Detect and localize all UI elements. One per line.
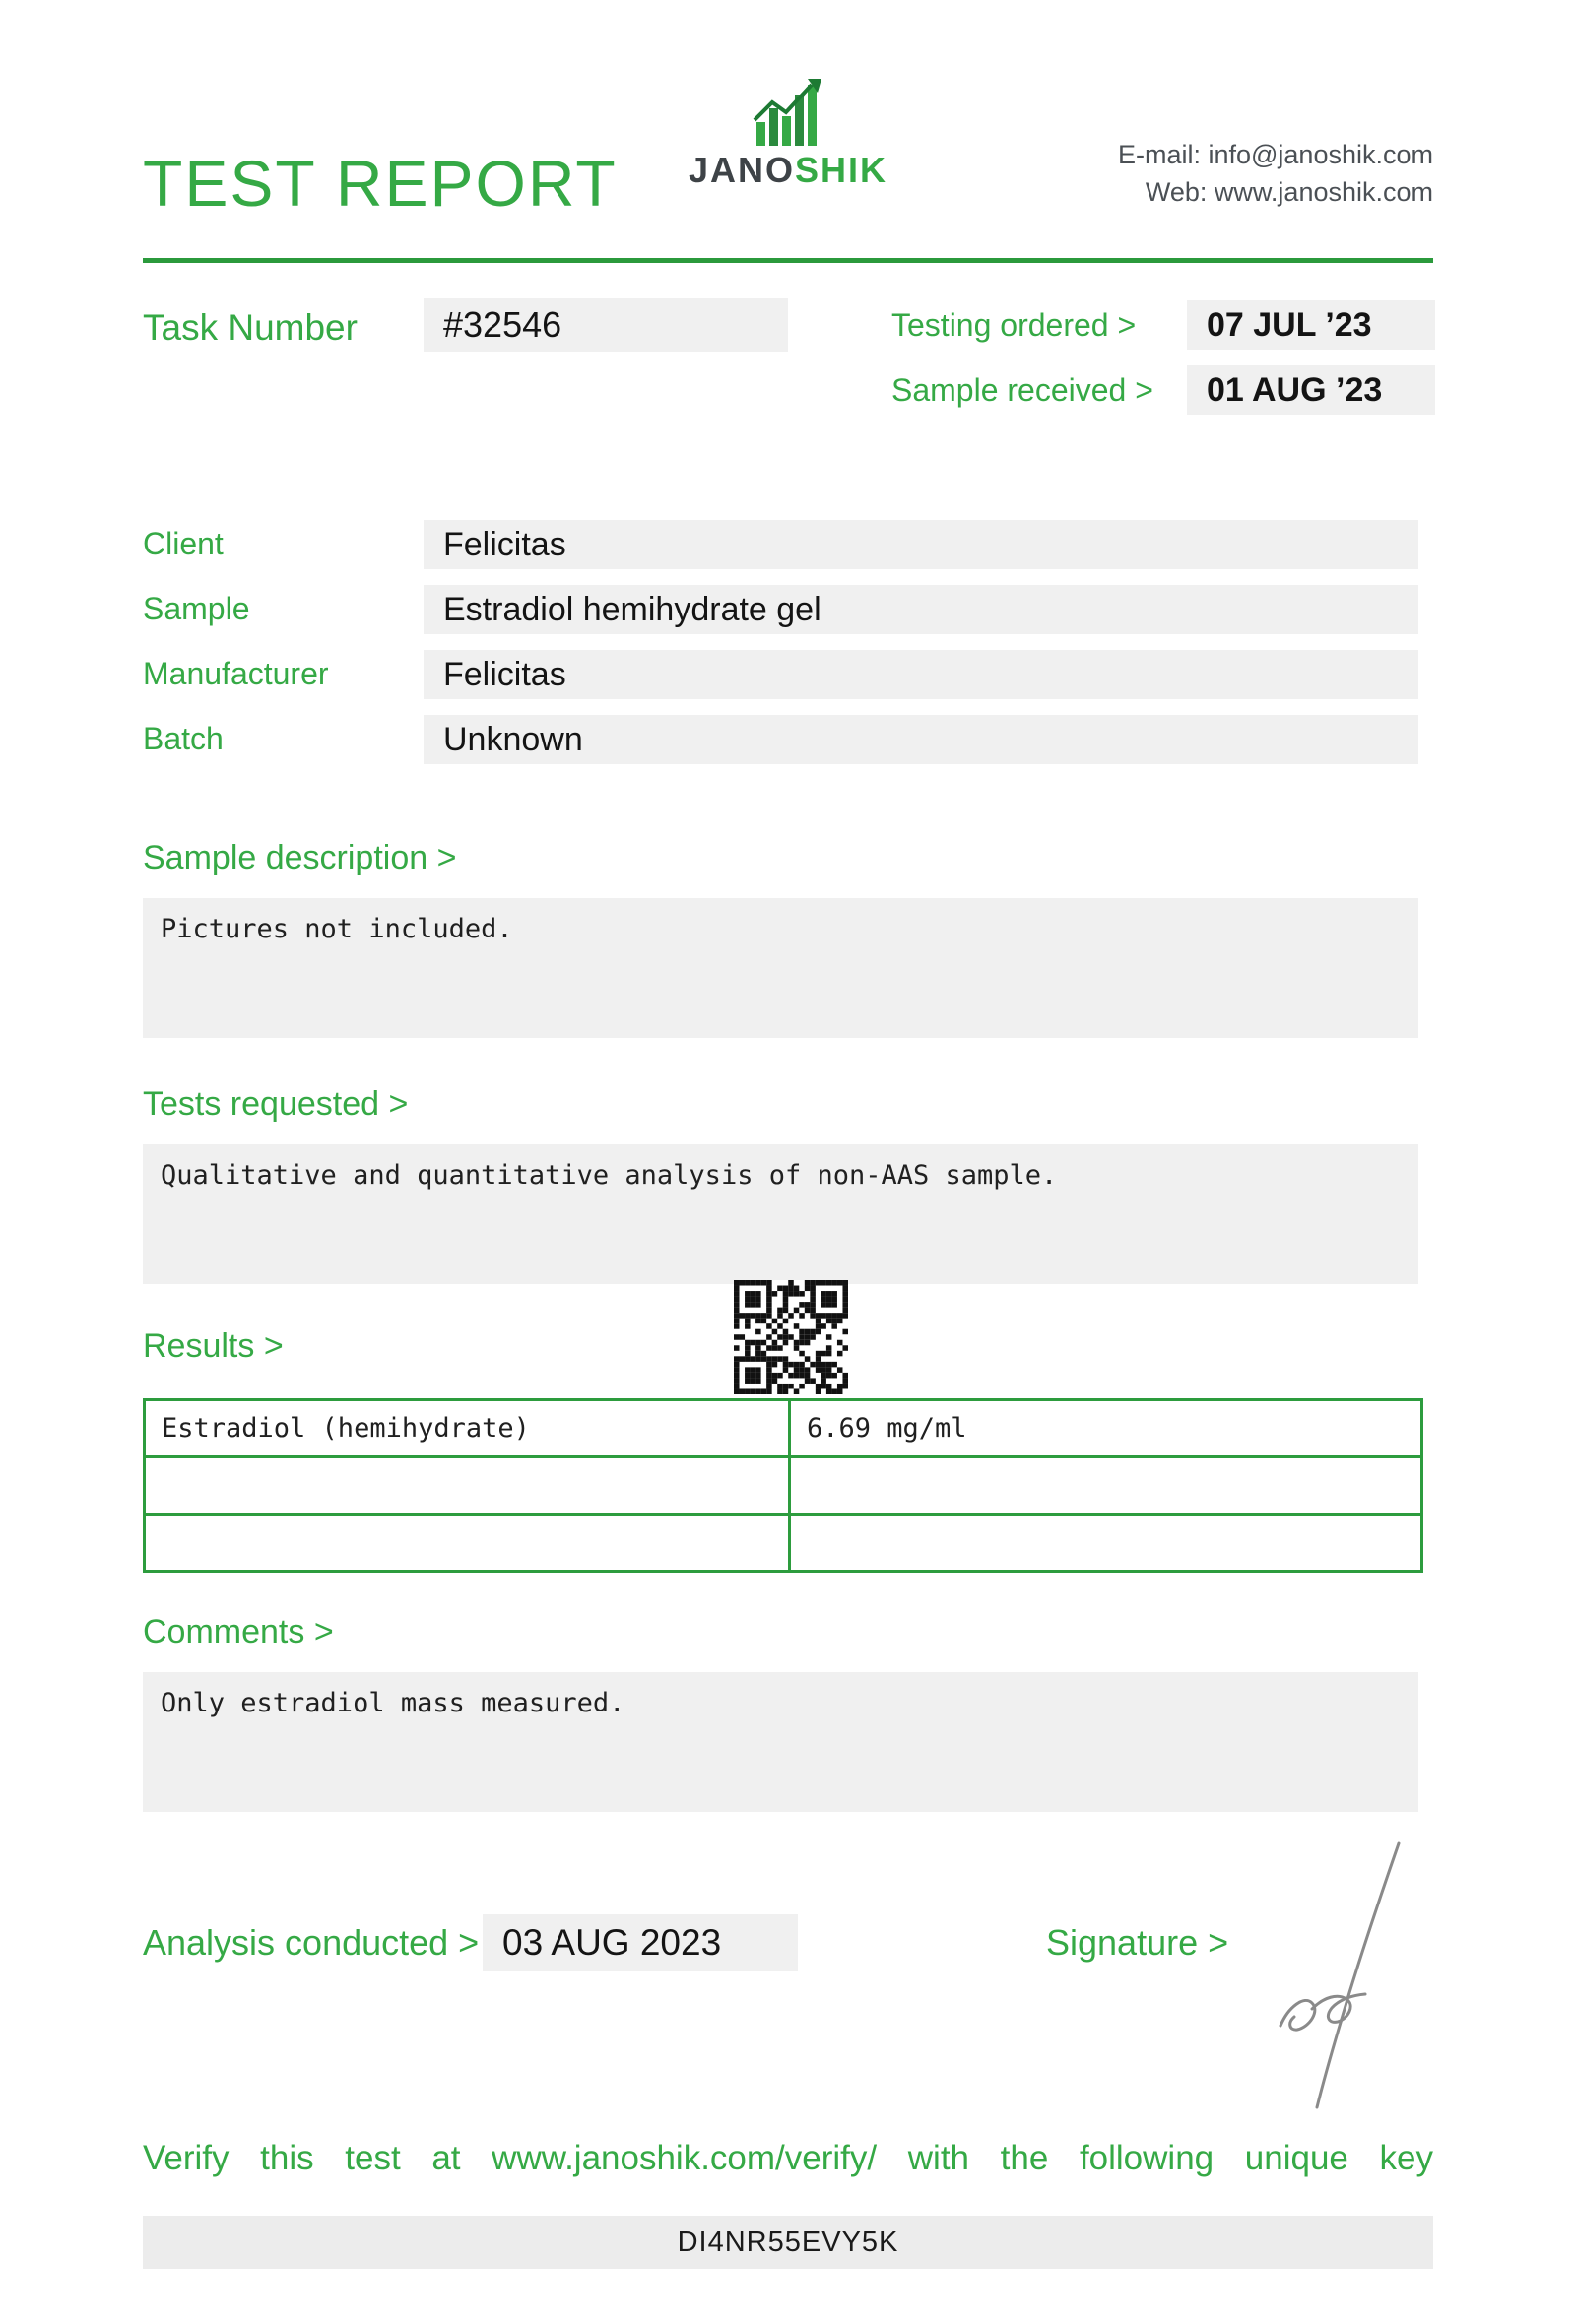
detail-value-manufacturer: Felicitas bbox=[424, 650, 1418, 699]
results-table bbox=[143, 1398, 1423, 1573]
result-name-cell bbox=[145, 1515, 790, 1572]
result-value-cell bbox=[790, 1457, 1422, 1515]
contact-info bbox=[1118, 136, 1433, 211]
signature-image bbox=[1251, 1834, 1438, 2129]
result-name-cell bbox=[145, 1457, 790, 1515]
analysis-date-value: 03 AUG 2023 bbox=[483, 1914, 798, 1971]
verify-text: Verify this test at www.janoshik.com/verify/ with the following unique key bbox=[143, 2139, 1433, 2177]
tests-requested-heading: Tests requested > bbox=[143, 1085, 409, 1123]
sample-received-label: Sample received > bbox=[891, 372, 1153, 408]
table-row bbox=[145, 1400, 1422, 1457]
brand-logo bbox=[650, 77, 926, 191]
result-value-cell bbox=[790, 1515, 1422, 1572]
sample-description-heading: Sample description > bbox=[143, 839, 457, 876]
detail-label-sample: Sample bbox=[143, 591, 250, 626]
analysis-conducted-label: Analysis conducted > bbox=[143, 1922, 480, 1963]
contact-web: Web: www.janoshik.com bbox=[1145, 177, 1433, 207]
comments-heading: Comments > bbox=[143, 1613, 334, 1650]
logo-wordmark bbox=[650, 150, 926, 191]
detail-label-batch: Batch bbox=[143, 721, 224, 756]
sample-received-value: 01 AUG ’23 bbox=[1187, 365, 1435, 415]
table-row bbox=[145, 1515, 1422, 1572]
result-name-cell: Estradiol (hemihydrate) bbox=[145, 1400, 790, 1457]
unique-key: DI4NR55EVY5K bbox=[143, 2216, 1433, 2269]
header-rule bbox=[143, 258, 1433, 263]
comments-box: Only estradiol mass measured. bbox=[143, 1672, 1418, 1812]
sample-description-box: Pictures not included. bbox=[143, 898, 1418, 1038]
detail-value-batch: Unknown bbox=[424, 715, 1418, 764]
logo-text-primary: JANO bbox=[688, 150, 795, 190]
detail-label-manufacturer: Manufacturer bbox=[143, 656, 329, 691]
logo-text-accent: SHIK bbox=[795, 150, 888, 190]
testing-ordered-label: Testing ordered > bbox=[891, 307, 1137, 343]
detail-value-sample: Estradiol hemihydrate gel bbox=[424, 585, 1418, 634]
detail-label-client: Client bbox=[143, 526, 224, 561]
results-heading: Results > bbox=[143, 1327, 284, 1365]
signature-label: Signature > bbox=[1046, 1922, 1229, 1963]
report-title: TEST REPORT bbox=[143, 147, 618, 220]
testing-ordered-value: 07 JUL ’23 bbox=[1187, 300, 1435, 350]
tests-requested-box: Qualitative and quantitative analysis of non-AAS sample. bbox=[143, 1144, 1418, 1284]
result-value-cell: 6.69 mg/ml bbox=[790, 1400, 1422, 1457]
logo-chart-icon bbox=[749, 77, 827, 148]
contact-email: E-mail: info@janoshik.com bbox=[1117, 140, 1433, 169]
task-number-label: Task Number bbox=[143, 307, 358, 348]
qr-code-icon bbox=[734, 1280, 848, 1394]
detail-value-client: Felicitas bbox=[424, 520, 1418, 569]
task-number-value: #32546 bbox=[424, 298, 788, 352]
table-row bbox=[145, 1457, 1422, 1515]
